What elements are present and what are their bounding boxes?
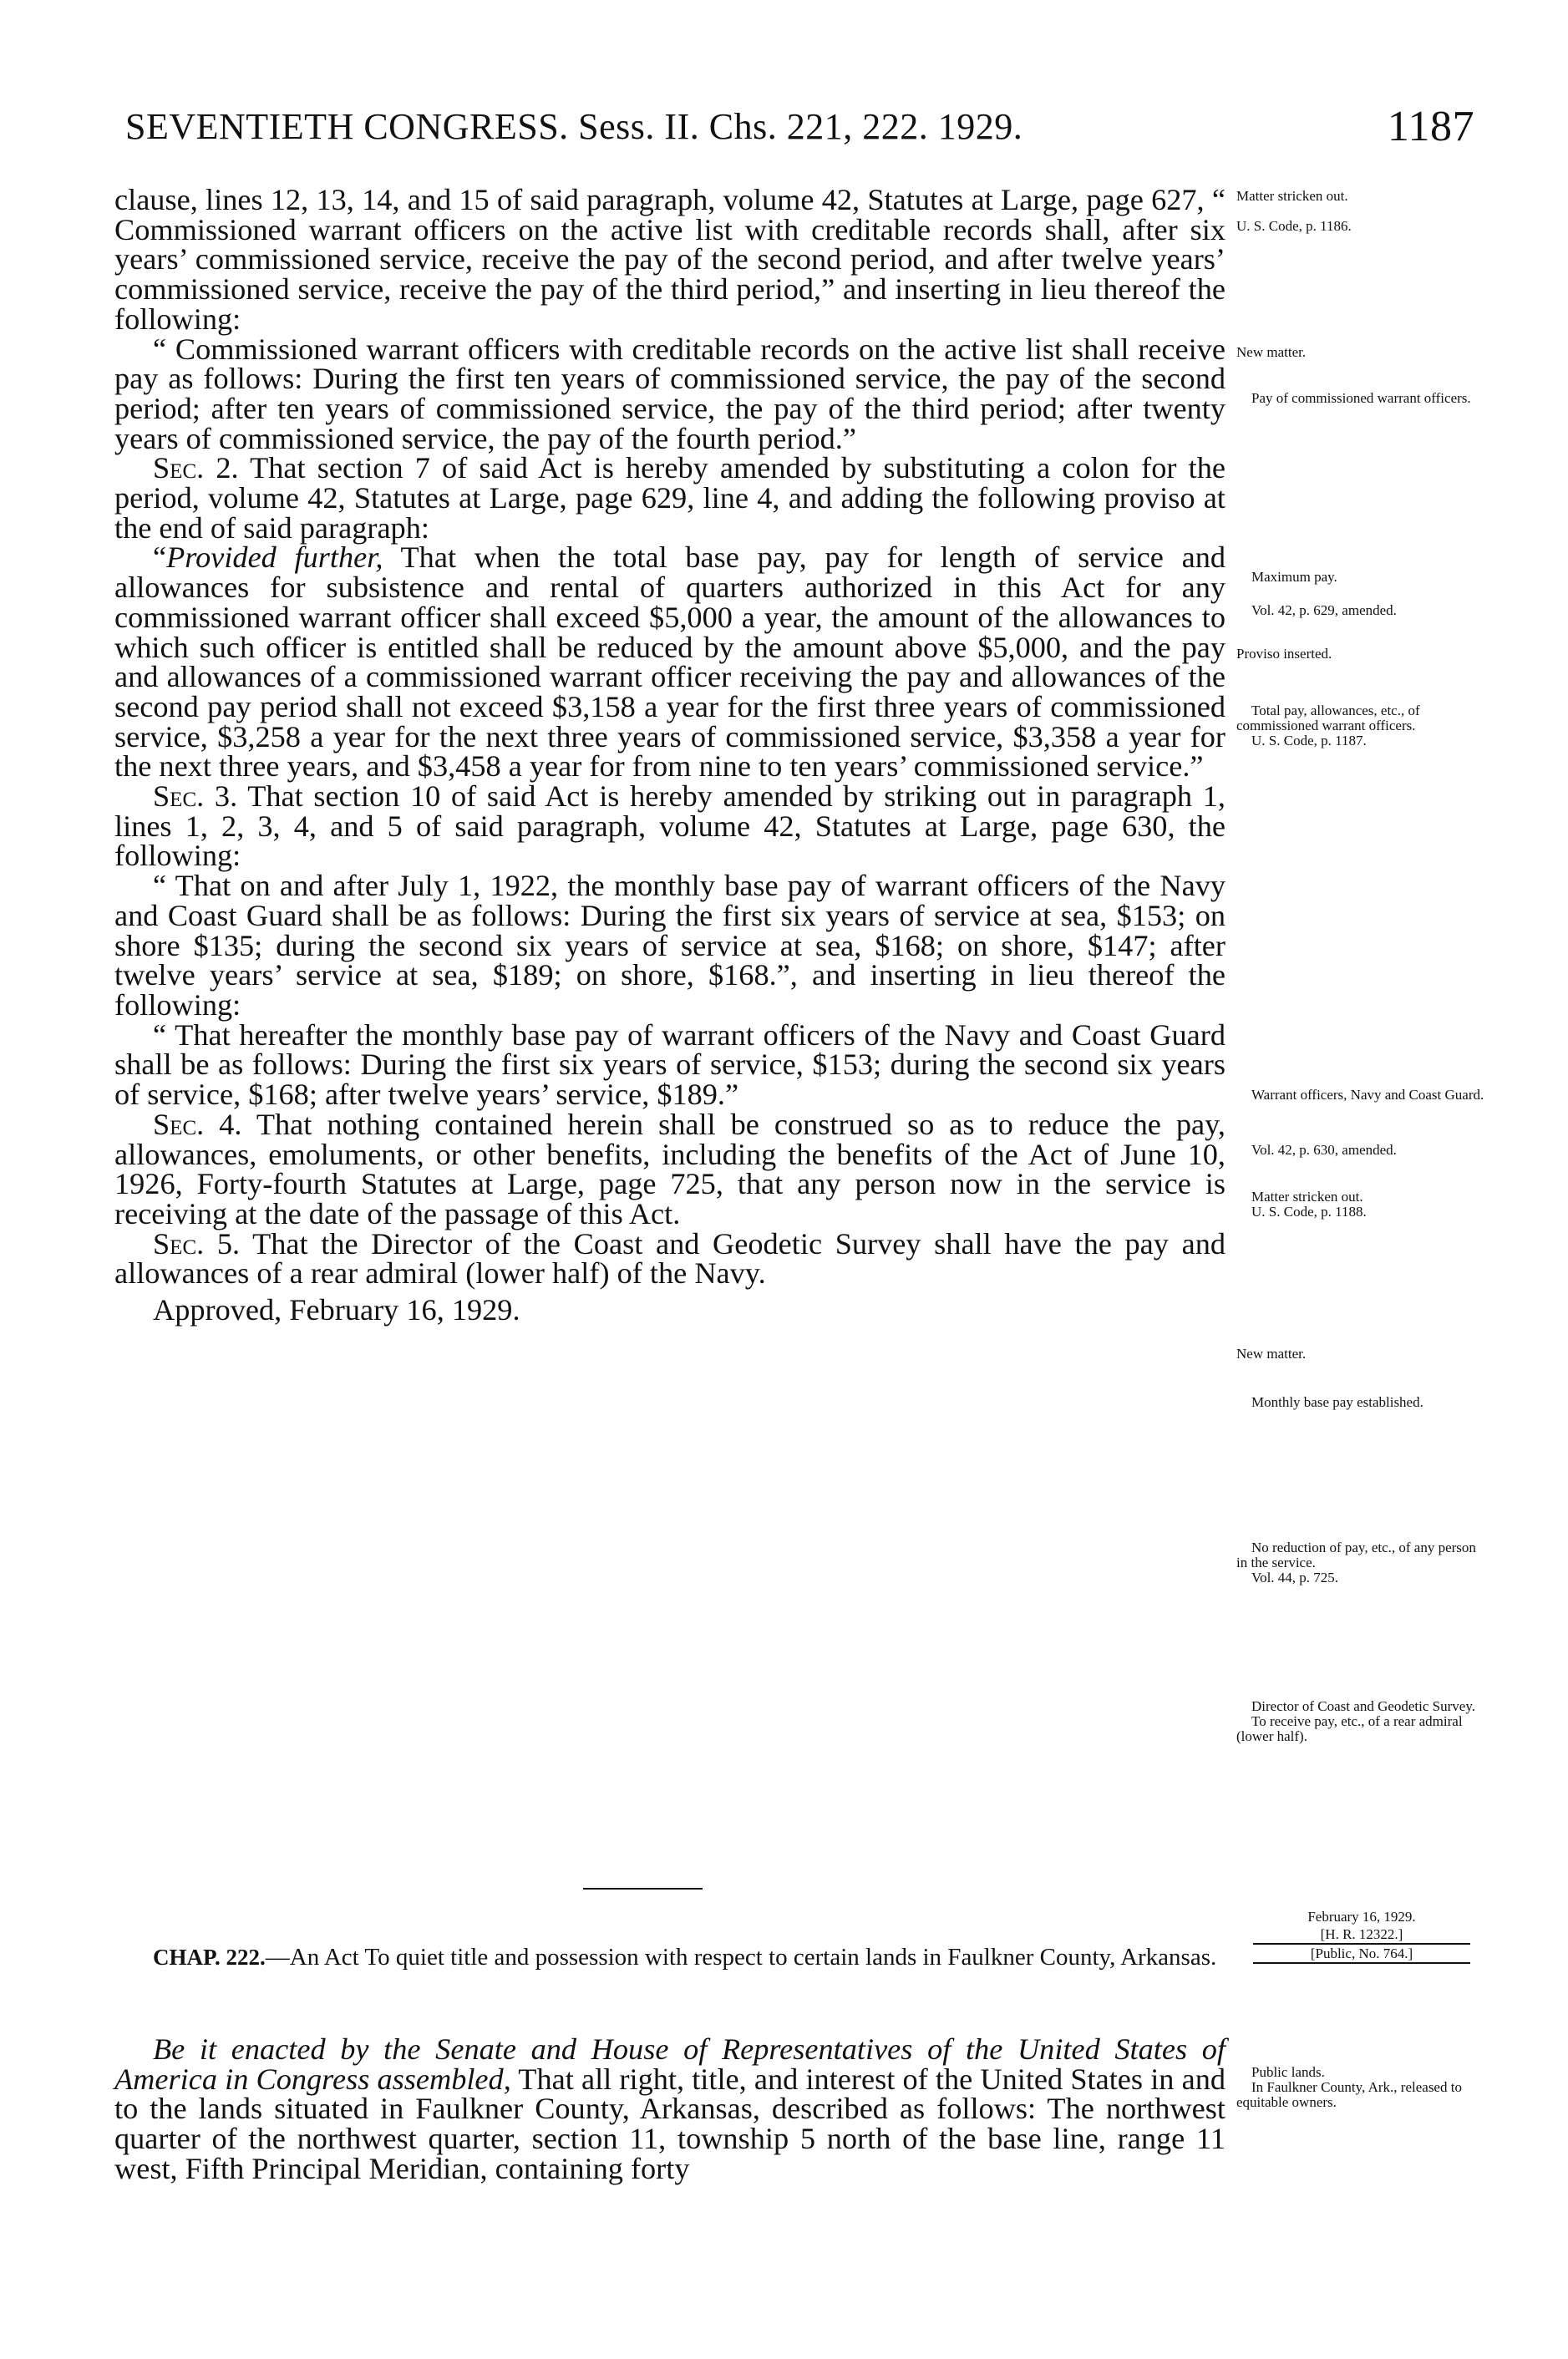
- section-5: [114, 1226, 1225, 1291]
- paragraph-commissioned-pay: “ Commissioned warrant officers with creditable records on the active list shall receive pay as follows: During the first ten years of commissioned service, the pay of the second period; after ten years of commissioned service, the pay of the third period; after twenty years of commissioned service, the pay of the fourth period.”: [114, 332, 1225, 455]
- section-5-label: Sec. 5.: [153, 1226, 241, 1261]
- margin-note: [1236, 1143, 1487, 1158]
- enacting-text: That all right, title, and interest of the United States in and to the lands situated in Faulkner County, Arkansas, described as follows: The northwest quarter of the northwest quarter, section 11, township 5 north of the base line, range 11 west, Fifth Principal Meridian, containing forty: [114, 2062, 1225, 2185]
- margin-note: [1236, 1190, 1487, 1220]
- chapter-bill-reference: [1253, 1908, 1470, 1964]
- section-2-text: That section 7 of said Act is hereby amended by substituting a colon for the period, volume 42, Statutes at Large, page 629, line 4, and adding the following proviso at the end of said paragraph:: [114, 451, 1225, 545]
- margin-note-text: Vol. 42, p. 630, amended.: [1251, 1142, 1397, 1158]
- section-2: [114, 451, 1225, 545]
- margin-note-text: Maximum pay.: [1251, 569, 1337, 585]
- section-5-text: That the Director of the Coast and Geodetic Survey shall have the pay and allowances of a rear admiral (lower half) of the Navy.: [114, 1226, 1225, 1291]
- margin-note: [1236, 1540, 1487, 1585]
- enacting-clause: Be it enacted by the Senate and House of Representatives of the United States of America in Congress assembled,: [114, 2032, 1225, 2096]
- paragraph-continued-clause: clause, lines 12, 13, 14, and 15 of said paragraph, volume 42, Statutes at Large, page 627, “ Commissioned warrant officers on the active list with creditable records shall, after six years’ commissioned service, receive the pay of the second period, and after twelve years’ commissioned service, receive the pay of the third period,” and inserting in lieu thereof the following:: [114, 183, 1225, 336]
- margin-note-text: New matter.: [1236, 1346, 1307, 1362]
- margin-note-text: To receive pay, etc., of a rear admiral (lower half).: [1236, 1713, 1463, 1744]
- section-4-text: That nothing contained herein shall be construed so as to reduce the pay, allowances, emoluments, or other benefits, including the benefits of the Act of June 10, 1926, Forty-fourth Statutes at Large, page 725, that any person now in the service is receiving at the date of the passage of this Act.: [114, 1107, 1225, 1230]
- margin-note: [1236, 1347, 1487, 1362]
- margin-note-text: Total pay, allowances, etc., of commissioned warrant officers.: [1236, 703, 1420, 733]
- margin-note: [1236, 1699, 1487, 1744]
- margin-note-text: Director of Coast and Geodetic Survey.: [1251, 1698, 1475, 1714]
- margin-note: [1236, 391, 1487, 406]
- margin-note-text: Matter stricken out.: [1236, 188, 1348, 204]
- enacting-paragraph: [114, 2032, 1225, 2185]
- enacting-text-paragraph: [114, 2032, 1225, 2185]
- section-4-label: Sec. 4.: [153, 1107, 242, 1141]
- proviso-paragraph: [114, 540, 1225, 784]
- margin-note: [1236, 2065, 1487, 2110]
- margin-note-text: No reduction of pay, etc., of any person in the service.: [1236, 1540, 1476, 1570]
- margin-note-text: Warrant officers, Navy and Coast Guard.: [1251, 1087, 1484, 1103]
- proviso-italic: Provided further,: [166, 540, 383, 575]
- margin-note-text: Proviso inserted.: [1236, 646, 1332, 662]
- margin-note: [1236, 647, 1487, 662]
- margin-note: [1236, 570, 1487, 585]
- section-4: [114, 1107, 1225, 1230]
- margin-note-text: Monthly base pay established.: [1251, 1394, 1423, 1410]
- chapter-bill-number: [H. R. 12322.]: [1253, 1925, 1470, 1945]
- chapter-description: —An Act To quiet title and possession with respect to certain lands in Faulkner County, Arkansas.: [265, 1944, 1217, 1971]
- chapter-title: CHAP. 222.: [153, 1945, 266, 1970]
- margin-note: [1236, 1395, 1487, 1410]
- margin-note: [1236, 189, 1487, 204]
- approval-date: Approved, February 16, 1929.: [153, 1293, 520, 1327]
- chapter-heading: [114, 1945, 1225, 1970]
- section-divider: [583, 1888, 703, 1890]
- margin-note-text: New matter.: [1236, 344, 1307, 360]
- margin-note-text: U. S. Code, p. 1186.: [1236, 218, 1352, 234]
- margin-note-text: In Faulkner County, Ark., released to equitable owners.: [1236, 2079, 1462, 2110]
- section-3-label: Sec. 3.: [153, 779, 238, 814]
- proviso-text: That when the total base pay, pay for length of service and allowances for subsistence and rental of quarters authorized in this Act for any commissioned warrant officer shall exceed $5,000 a year, the amount of the allowances to which such officer is entitled shall be reduced by the amount above $5,000, and the pay and allowances of a commissioned warrant officer receiving the pay and allowances of the second pay period shall not exceed $3,158 a year for the first three years of commissioned service, $3,258 a year for the next three years of commissioned service, $3,358 a year for the next three years, and $3,458 a year for from nine to ten years’ commissioned service.”: [114, 540, 1225, 784]
- section-2-label: Sec. 2.: [153, 451, 239, 485]
- paragraph-new-pay-quote: “ That hereafter the monthly base pay of warrant officers of the Navy and Coast Guard shall be as follows: During the first six years of service, $153; during the second six years of service, $168; after twelve years’ service, $189.”: [114, 1017, 1225, 1112]
- margin-note: [1236, 345, 1487, 360]
- section-3: [114, 779, 1225, 873]
- margin-note-text: U. S. Code, p. 1188.: [1251, 1204, 1367, 1220]
- chapter-public-number: [Public, No. 764.]: [1253, 1945, 1470, 1964]
- margin-note: [1236, 603, 1487, 618]
- margin-note: [1236, 1088, 1487, 1103]
- paragraph-stricken-quote: “ That on and after July 1, 1922, the monthly base pay of warrant officers of the Navy and Coast Guard shall be as follows: During the first six years of service at sea, $153; on shore $135; during the second six years of service at sea, $168; on shore, $147; after twelve years’ service at sea, $189; on shore, $168.”, and inserting in lieu thereof the following:: [114, 869, 1225, 1022]
- margin-note-text: Matter stricken out.: [1251, 1189, 1363, 1205]
- running-head-title: SEVENTIETH CONGRESS. Sess. II. Chs. 221, 222. 1929.: [125, 106, 1023, 147]
- margin-note-text: Vol. 42, p. 629, amended.: [1251, 602, 1397, 618]
- page-number: 1187: [1387, 103, 1474, 150]
- running-header: [125, 105, 1474, 148]
- margin-note-text: Vol. 44, p. 725.: [1251, 1570, 1339, 1585]
- chapter-heading-paragraph: [114, 1945, 1225, 1970]
- section-3-text: That section 10 of said Act is hereby amended by striking out in paragraph 1, lines 1, 2, 3, 4, and 5 of said paragraph, volume 42, Statutes at Large, page 630, the following:: [114, 779, 1225, 873]
- margin-note-text: Public lands.: [1251, 2064, 1325, 2080]
- margin-note: [1236, 703, 1487, 748]
- margin-note-text: Pay of commissioned warrant officers.: [1251, 390, 1471, 406]
- statute-body: [114, 185, 1225, 1326]
- margin-note-text: U. S. Code, p. 1187.: [1251, 733, 1367, 748]
- chapter-date: February 16, 1929.: [1307, 1909, 1416, 1925]
- margin-note: [1236, 219, 1487, 234]
- proviso-open-quote: “: [153, 540, 167, 575]
